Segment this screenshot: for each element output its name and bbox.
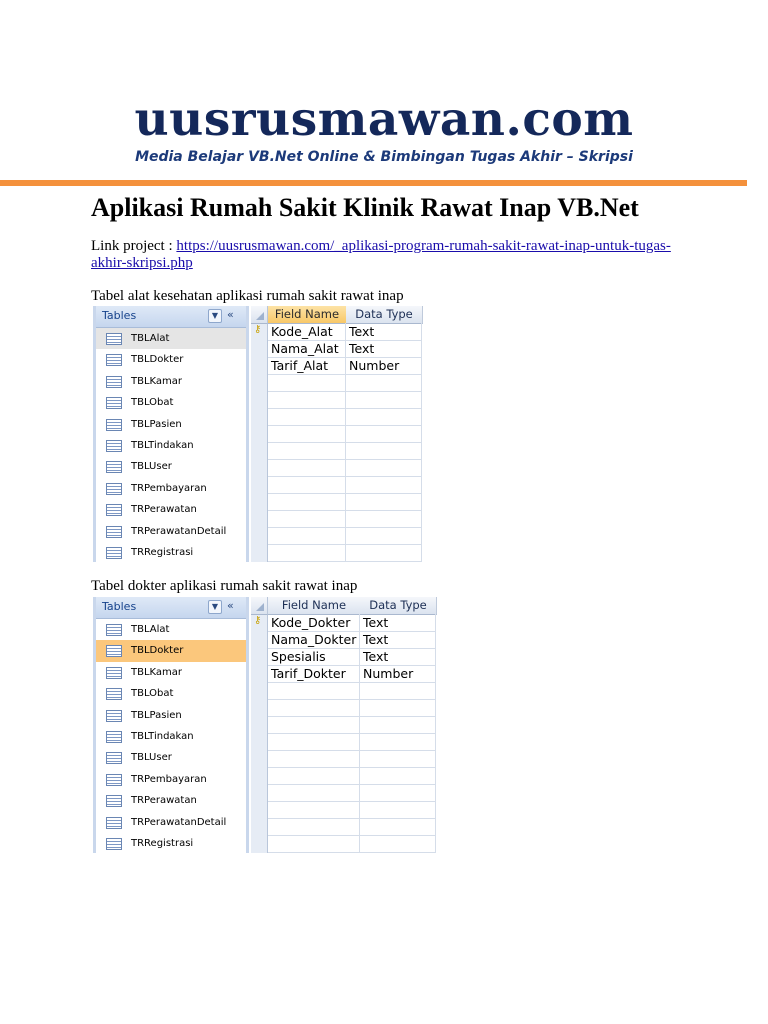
nav-table-label: TRPerawatan [131, 795, 197, 807]
table-row[interactable] [268, 476, 422, 494]
table-icon [106, 526, 122, 538]
table-icon [106, 624, 122, 636]
column-header[interactable] [346, 306, 423, 324]
design-grid [251, 306, 423, 562]
nav-table-item[interactable] [96, 705, 246, 726]
column-header-label: Data Type [369, 598, 427, 612]
nav-table-label: TBLDokter [131, 645, 184, 657]
project-link-line [91, 238, 691, 272]
header-divider [0, 180, 747, 186]
table-row[interactable] [268, 391, 422, 409]
field-name-cell[interactable]: Nama_Alat [268, 340, 346, 357]
nav-table-label: TBLUser [131, 752, 172, 764]
column-header[interactable] [268, 597, 361, 615]
nav-pane-title: Tables [102, 309, 137, 322]
table-row[interactable] [268, 493, 422, 511]
table-icon [106, 817, 122, 829]
column-header-label: Field Name [274, 307, 340, 321]
nav-pane-header[interactable] [96, 597, 246, 619]
column-header-label: Data Type [355, 307, 413, 321]
nav-table-item[interactable] [96, 435, 246, 456]
data-type-cell[interactable]: Text [360, 631, 436, 648]
nav-table-item[interactable] [96, 456, 246, 477]
table-row[interactable] [268, 323, 422, 341]
nav-table-label: TBLObat [131, 397, 174, 409]
nav-table-label: TRPembayaran [131, 773, 207, 785]
table-icon [106, 795, 122, 807]
table-icon [106, 333, 122, 345]
data-type-cell[interactable]: Number [346, 357, 422, 374]
table-icon [106, 752, 122, 764]
project-link[interactable]: https://uusrusmawan.com/_aplikasi-program-rumah-sakit-rawat-inap-untuk-tugas-akhir-skripsi.php [91, 238, 671, 271]
field-name-cell[interactable]: Nama_Dokter [268, 631, 360, 648]
document-heading: Aplikasi Rumah Sakit Klinik Rawat Inap VB.Net [91, 193, 639, 222]
table-icon [106, 461, 122, 473]
nav-table-label: TBLAlat [131, 624, 170, 635]
table-row[interactable] [268, 801, 436, 819]
nav-table-label: TBLKamar [131, 666, 183, 678]
table-row[interactable] [268, 408, 422, 426]
nav-table-item[interactable] [96, 662, 246, 683]
table-icon [106, 376, 122, 388]
collapse-pane-icon[interactable]: « [227, 599, 234, 612]
nav-table-item[interactable] [96, 349, 246, 370]
row-selector-column[interactable] [251, 306, 268, 562]
nav-table-label: TRRegistrasi [131, 546, 194, 558]
table-row[interactable] [268, 665, 436, 683]
navigation-pane [93, 306, 249, 562]
data-type-cell[interactable]: Text [346, 323, 422, 340]
table-row[interactable] [268, 442, 422, 460]
row-selector-column[interactable] [251, 597, 268, 853]
table-row[interactable] [268, 767, 436, 785]
table-icon [106, 838, 122, 850]
nav-table-label: TRPerawatan [131, 504, 197, 516]
data-type-cell[interactable]: Number [360, 665, 436, 682]
table-row[interactable] [268, 459, 422, 477]
table-row[interactable] [268, 425, 422, 443]
table-row[interactable] [268, 527, 422, 545]
table-row[interactable] [268, 818, 436, 836]
site-title: uusrusmawan.com [134, 92, 634, 147]
table-row[interactable] [268, 699, 436, 717]
link-prefix: Link project : [91, 238, 177, 254]
table-icon [106, 547, 122, 559]
table-row[interactable] [268, 614, 436, 632]
navigation-pane [93, 597, 249, 853]
table-row[interactable] [268, 544, 422, 562]
table-row[interactable] [268, 835, 436, 853]
column-header[interactable] [360, 597, 437, 615]
field-name-cell[interactable]: Tarif_Alat [268, 357, 346, 374]
select-all-corner[interactable] [251, 306, 268, 324]
nav-table-label: TBLTindakan [131, 730, 194, 742]
nav-table-label: TBLObat [131, 688, 174, 700]
nav-table-item[interactable] [96, 619, 246, 640]
site-tagline: Media Belajar VB.Net Online & Bimbingan Tugas Akhir – Skripsi [135, 149, 633, 165]
nav-table-item[interactable] [96, 521, 246, 542]
table-row[interactable] [268, 510, 422, 528]
data-type-cell[interactable]: Text [346, 340, 422, 357]
table-icon [106, 440, 122, 452]
nav-table-label: TBLPasien [131, 418, 182, 430]
nav-table-item[interactable] [96, 392, 246, 413]
primary-key-icon: ⚷ [254, 324, 262, 335]
nav-table-label: TRPerawatanDetail [131, 525, 227, 537]
table-icon [106, 354, 122, 366]
table-row[interactable] [268, 784, 436, 802]
caption-dokter: Tabel dokter aplikasi rumah sakit rawat inap [91, 578, 358, 594]
nav-table-label: TBLPasien [131, 709, 182, 721]
nav-table-item[interactable] [96, 371, 246, 392]
nav-table-label: TBLTindakan [131, 439, 194, 451]
nav-table-item[interactable] [96, 478, 246, 499]
nav-table-label: TRRegistrasi [131, 837, 194, 849]
table-icon [106, 504, 122, 516]
table-row[interactable] [268, 631, 436, 649]
table-icon [106, 397, 122, 409]
nav-table-label: TRPembayaran [131, 482, 207, 494]
field-name-cell[interactable]: Tarif_Dokter [268, 665, 360, 682]
table-row[interactable] [268, 340, 422, 358]
select-all-corner[interactable] [251, 597, 268, 615]
table-icon [106, 688, 122, 700]
field-name-cell[interactable]: Kode_Alat [268, 323, 346, 340]
nav-table-label: TBLUser [131, 461, 172, 473]
nav-table-item[interactable] [96, 812, 246, 833]
primary-key-icon: ⚷ [254, 615, 262, 626]
field-name-cell[interactable]: Kode_Dokter [268, 614, 360, 631]
nav-table-item[interactable] [96, 790, 246, 811]
nav-table-item[interactable] [96, 640, 246, 661]
access-screenshot-alat [93, 306, 423, 562]
nav-table-label: TBLDokter [131, 354, 184, 366]
caption-alat: Tabel alat kesehatan aplikasi rumah sakit rawat inap [91, 288, 404, 304]
design-grid [251, 597, 437, 853]
data-type-cell[interactable]: Text [360, 614, 436, 631]
nav-table-item[interactable] [96, 747, 246, 768]
chevron-down-icon[interactable]: ▼ [208, 309, 222, 323]
table-icon [106, 419, 122, 431]
data-type-cell[interactable]: Text [360, 648, 436, 665]
table-icon [106, 774, 122, 786]
table-row[interactable] [268, 716, 436, 734]
collapse-pane-icon[interactable]: « [227, 308, 234, 321]
access-screenshot-dokter [93, 597, 437, 853]
table-row[interactable] [268, 733, 436, 751]
nav-table-label: TBLAlat [131, 333, 170, 344]
nav-table-item[interactable] [96, 726, 246, 747]
nav-table-item[interactable] [96, 769, 246, 790]
nav-table-item[interactable] [96, 414, 246, 435]
nav-table-item[interactable] [96, 499, 246, 520]
table-row[interactable] [268, 357, 422, 375]
field-name-cell[interactable]: Spesialis [268, 648, 360, 665]
chevron-down-icon[interactable]: ▼ [208, 600, 222, 614]
table-icon [106, 645, 122, 657]
nav-table-label: TRPerawatanDetail [131, 816, 227, 828]
nav-table-item[interactable] [96, 542, 246, 563]
nav-pane-header[interactable] [96, 306, 246, 328]
table-row[interactable] [268, 648, 436, 666]
column-header[interactable] [268, 306, 347, 324]
nav-table-label: TBLKamar [131, 375, 183, 387]
table-row[interactable] [268, 374, 422, 392]
table-row[interactable] [268, 682, 436, 700]
table-icon [106, 710, 122, 722]
column-header-label: Field Name [281, 598, 347, 612]
nav-table-item[interactable] [96, 328, 246, 349]
table-row[interactable] [268, 750, 436, 768]
nav-table-item[interactable] [96, 833, 246, 854]
table-icon [106, 667, 122, 679]
nav-table-item[interactable] [96, 683, 246, 704]
nav-pane-title: Tables [102, 600, 137, 613]
table-icon [106, 731, 122, 743]
table-icon [106, 483, 122, 495]
